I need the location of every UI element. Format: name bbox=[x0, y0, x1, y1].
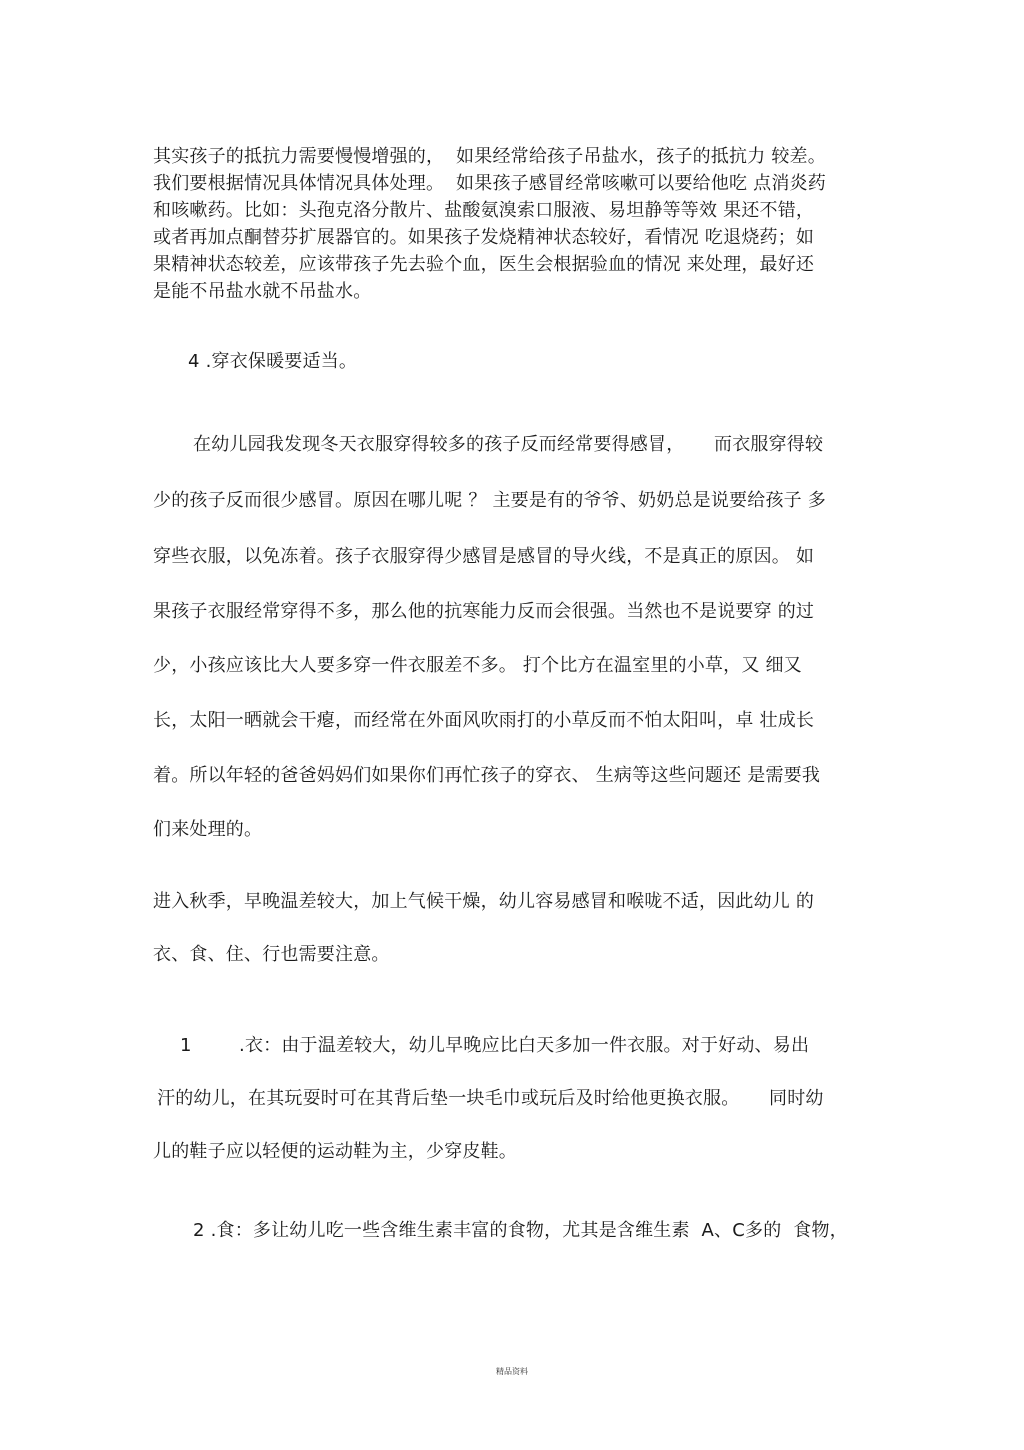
text-line: 少，小孩应该比大人要多穿一件衣服差不多。 打个比方在温室里的小草，又 细又 bbox=[153, 655, 802, 676]
text-line: 是能不吊盐水就不吊盐水。 bbox=[153, 281, 372, 302]
text-line: 少的孩子反而很少感冒。原因在哪儿呢 ？ 主要是有的爷爷、奶奶总是说要给孩子 多 bbox=[153, 490, 826, 511]
text-line: 着。所以年轻的爸爸妈妈们如果你们再忙孩子的穿衣、 生病等这些问题还 是需要我 bbox=[153, 765, 821, 786]
text-line: 长，太阳一晒就会干瘪，而经常在外面风吹雨打的小草反而不怕太阳叫，卓 壮成长 bbox=[153, 710, 815, 731]
section-heading: 4 .穿衣保暖要适当。 bbox=[188, 351, 358, 372]
text-line: 儿的鞋子应以轻便的运动鞋为主，少穿皮鞋。 bbox=[153, 1141, 517, 1162]
text-line: 在幼儿园我发现冬天衣服穿得较多的孩子反而经常要得感冒， 而衣服穿得较 bbox=[193, 434, 824, 455]
text-line: 和咳嗽药。比如：头孢克洛分散片、盐酸氨溴索口服液、易坦静等等效 果还不错， bbox=[153, 200, 815, 221]
text-line: 果孩子衣服经常穿得不多，那么他的抗寒能力反而会很强。当然也不是说要穿 的过 bbox=[153, 601, 815, 622]
text-line: 我们要根据情况具体情况具体处理。 如果孩子感冒经常咳嗽可以要给他吃 点消炎药 bbox=[153, 173, 826, 194]
text-line: 或者再加点酮替芬扩展器官的。如果孩子发烧精神状态较好，看情况 吃退烧药；如 bbox=[153, 227, 815, 248]
text-line: 衣、食、住、行也需要注意。 bbox=[153, 944, 390, 965]
text-line: 果精神状态较差，应该带孩子先去验个血，医生会根据验血的情况 来处理，最好还 bbox=[153, 254, 815, 275]
text-line: 穿些衣服，以免冻着。孩子衣服穿得少感冒是感冒的导火线，不是真正的原因。 如 bbox=[153, 546, 815, 567]
text-line: 们来处理的。 bbox=[153, 819, 263, 840]
text-line: 2 .食：多让幼儿吃一些含维生素丰富的食物，尤其是含维生素 A、C多的 食物， bbox=[193, 1220, 848, 1241]
text-line: 进入秋季，早晚温差较大，加上气候干燥，幼儿容易感冒和喉咙不适，因此幼儿 的 bbox=[153, 891, 815, 912]
text-line: 1 .衣：由于温差较大，幼儿早晚应比白天多加一件衣服。对于好动、易出 bbox=[180, 1035, 810, 1056]
text-line: 其实孩子的抵抗力需要慢慢增强的， 如果经常给孩子吊盐水，孩子的抵抗力 较差。 bbox=[153, 146, 826, 167]
page-footer: 精品资料 bbox=[496, 1367, 528, 1376]
text-line: 汗的幼儿，在其玩耍时可在其背后垫一块毛巾或玩后及时给他更换衣服。 同时幼 bbox=[157, 1088, 824, 1109]
